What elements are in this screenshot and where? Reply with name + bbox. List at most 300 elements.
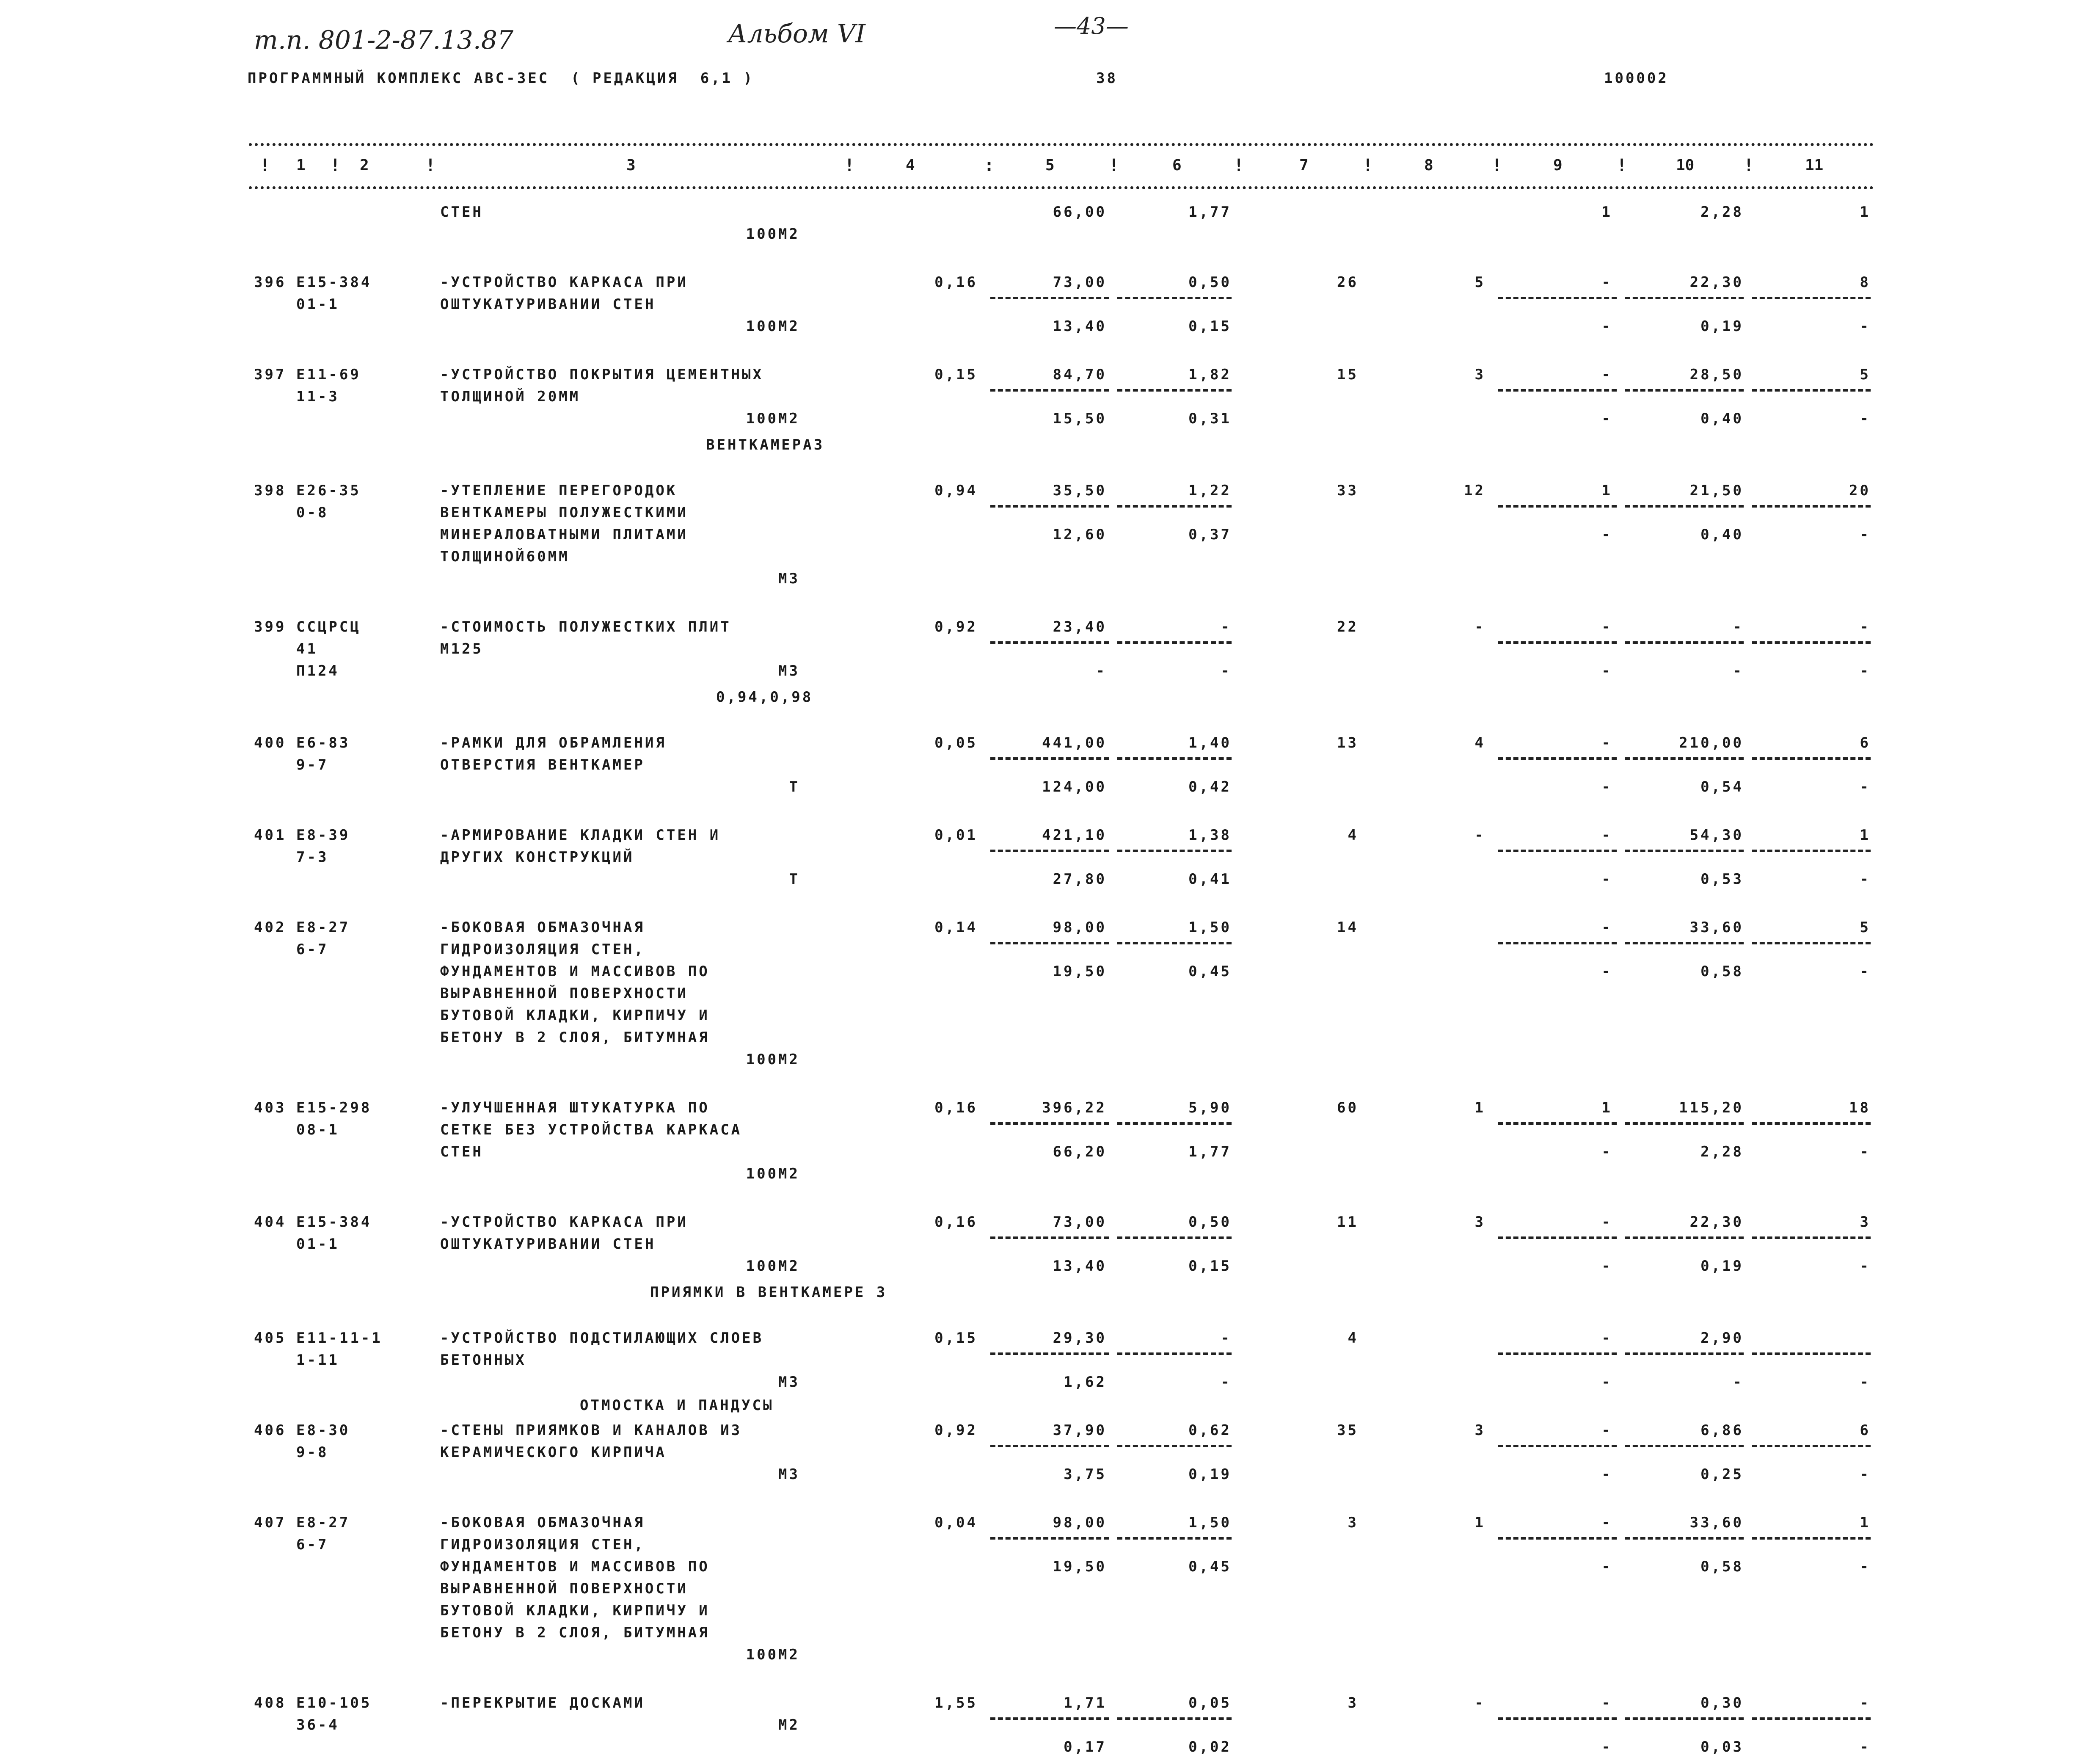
cell-c11: 1 xyxy=(1860,1514,1871,1531)
dash-separator xyxy=(990,389,1109,392)
column-separator: ! xyxy=(330,156,341,175)
cell-c7: 22 xyxy=(1337,618,1359,635)
cell-c5: 13,40 xyxy=(1053,1258,1107,1275)
dash-separator xyxy=(990,297,1109,299)
cell-c9: - xyxy=(1601,618,1612,635)
cell-c10: 0,40 xyxy=(1700,410,1744,427)
cell-c11: - xyxy=(1860,1258,1871,1275)
dash-separator xyxy=(1117,1122,1232,1125)
section-row xyxy=(0,201,2100,243)
dash-separator xyxy=(990,1122,1109,1125)
cell-code: Е8-27 xyxy=(296,919,350,936)
unit-label: М3 xyxy=(778,570,800,587)
dash-separator xyxy=(1625,1352,1744,1355)
cell-c9: 1 xyxy=(1601,204,1612,221)
dash-separator xyxy=(1752,505,1871,508)
cell-desc: ТОЛЩИНОЙ60ММ xyxy=(440,548,570,565)
cell-no: 406 xyxy=(254,1422,287,1439)
dash-separator xyxy=(1752,1122,1871,1125)
cell-desc: -БОКОВАЯ ОБМАЗОЧНАЯ xyxy=(440,919,645,936)
cell-code: Е15-298 xyxy=(296,1099,372,1116)
table-row xyxy=(0,458,2100,587)
cell-desc: БЕТОННЫХ xyxy=(440,1352,526,1369)
cell-code: 08-1 xyxy=(296,1121,339,1138)
cell-c8: 3 xyxy=(1474,366,1485,383)
cell-c10: 33,60 xyxy=(1689,919,1744,936)
table-row xyxy=(0,249,2100,335)
column-separator: ! xyxy=(1744,156,1754,175)
cell-code: Е26-35 xyxy=(296,482,361,499)
table-row xyxy=(0,894,2100,1068)
cell-code: Е8-30 xyxy=(296,1422,350,1439)
column-separator: ! xyxy=(1492,156,1502,175)
column-separator: : xyxy=(984,156,995,175)
unit-label: М3 xyxy=(778,1374,800,1391)
cell-c7: 4 xyxy=(1348,1330,1359,1347)
document-code-right: 100002 xyxy=(1604,70,1669,87)
cell-desc: -УСТРОЙСТВО ПОКРЫТИЯ ЦЕМЕНТНЫХ xyxy=(440,366,764,383)
dash-separator xyxy=(990,505,1109,508)
cell-c11: - xyxy=(1860,963,1871,980)
cell-c6: 1,40 xyxy=(1188,734,1232,751)
dash-separator xyxy=(990,1236,1109,1239)
cell-code: Е15-384 xyxy=(296,274,372,291)
dash-separator xyxy=(1752,1445,1871,1447)
dash-separator xyxy=(1625,757,1744,760)
cell-c5: 98,00 xyxy=(1053,1514,1107,1531)
column-header-2: 2 xyxy=(360,157,369,174)
dash-separator xyxy=(1498,757,1617,760)
cell-desc: ГИДРОИЗОЛЯЦИЯ СТЕН, xyxy=(440,1536,645,1553)
cell-desc: МИНЕРАЛОВАТНЫМИ ПЛИТАМИ xyxy=(440,526,688,543)
cell-c6: 0,31 xyxy=(1188,410,1232,427)
cell-c4: 0,94 xyxy=(934,482,978,499)
cell-c6: 0,62 xyxy=(1188,1422,1232,1439)
cell-c11: 18 xyxy=(1849,1099,1871,1116)
cell-desc: ВЫРАВНЕННОЙ ПОВЕРХНОСТИ xyxy=(440,1580,688,1597)
dash-separator xyxy=(1625,942,1744,944)
cell-c5: 29,30 xyxy=(1053,1330,1107,1347)
cell-desc: ОТВЕРСТИЯ ВЕНТКАМЕР xyxy=(440,756,645,773)
cell-c6: - xyxy=(1221,662,1232,679)
table-top-rule xyxy=(249,143,1874,146)
cell-c6: 0,15 xyxy=(1188,1258,1232,1275)
cell-c10: 33,60 xyxy=(1689,1514,1744,1531)
dash-separator xyxy=(1117,850,1232,852)
cell-c6: 0,02 xyxy=(1188,1739,1232,1755)
cell-c10: 28,50 xyxy=(1689,366,1744,383)
dash-separator xyxy=(990,1445,1109,1447)
cell-code: 6-7 xyxy=(296,941,329,958)
cell-c9: - xyxy=(1601,1330,1612,1347)
dash-separator xyxy=(1498,641,1617,644)
cell-code: 0-8 xyxy=(296,504,329,521)
unit-label: 100М2 xyxy=(746,226,800,243)
section-row xyxy=(0,434,2100,453)
cell-c10: 2,28 xyxy=(1700,204,1744,221)
cell-no: 401 xyxy=(254,827,287,844)
cell-desc: ФУНДАМЕНТОВ И МАССИВОВ ПО xyxy=(440,1558,710,1575)
cell-c8: 12 xyxy=(1464,482,1485,499)
dash-separator xyxy=(990,1717,1109,1720)
section-heading: ВЕНТКАМЕРА3 xyxy=(706,436,825,453)
unit-label: 100М2 xyxy=(746,410,800,427)
cell-code: 7-3 xyxy=(296,849,329,866)
cell-c8: 3 xyxy=(1474,1422,1485,1439)
cell-c6: 1,77 xyxy=(1188,1143,1232,1160)
column-header-8: 8 xyxy=(1424,157,1433,174)
cell-code: Е8-27 xyxy=(296,1514,350,1531)
program-line: ПРОГРАММНЫЙ КОМПЛЕКС АВС-3ЕС ( РЕДАКЦИЯ 6,1 ) xyxy=(248,70,755,87)
table-row xyxy=(0,1189,2100,1275)
cell-c8: 5 xyxy=(1474,274,1485,291)
dash-separator xyxy=(1625,1236,1744,1239)
cell-no: 404 xyxy=(254,1214,287,1231)
dash-separator xyxy=(1752,1236,1871,1239)
cell-no: 403 xyxy=(254,1099,287,1116)
cell-code: 01-1 xyxy=(296,1236,339,1253)
cell-c4: 0,92 xyxy=(934,618,978,635)
dash-separator xyxy=(1498,942,1617,944)
cell-c5: 1,62 xyxy=(1064,1374,1107,1391)
cell-c10: - xyxy=(1733,1374,1744,1391)
cell-c5: 441,00 xyxy=(1042,734,1107,751)
cell-no: 397 xyxy=(254,366,287,383)
cell-desc: ОШТУКАТУРИВАНИИ СТЕН xyxy=(440,1236,656,1253)
cell-c4: 0,15 xyxy=(934,366,978,383)
dash-separator xyxy=(1625,1122,1744,1125)
cell-code: ССЦРСЦ xyxy=(296,618,361,635)
cell-c9: - xyxy=(1601,1695,1612,1711)
column-separator: ! xyxy=(260,156,270,175)
cell-desc: -РАМКИ ДЛЯ ОБРАМЛЕНИЯ xyxy=(440,734,667,751)
cell-c6: - xyxy=(1221,1330,1232,1347)
cell-c9: - xyxy=(1601,1143,1612,1160)
unit-label: М3 xyxy=(778,662,800,679)
cell-c7: 11 xyxy=(1337,1214,1359,1231)
dash-separator xyxy=(990,942,1109,944)
cell-c5: 15,50 xyxy=(1053,410,1107,427)
cell-c6: 1,82 xyxy=(1188,366,1232,383)
cell-desc: М125 xyxy=(440,640,483,657)
cell-c10: 115,20 xyxy=(1679,1099,1744,1116)
cell-c6: - xyxy=(1221,1374,1232,1391)
column-header-1: 1 xyxy=(296,157,306,174)
table-row xyxy=(0,802,2100,888)
cell-c5: 66,00 xyxy=(1053,204,1107,221)
dash-separator xyxy=(990,1537,1109,1540)
cell-code: Е15-384 xyxy=(296,1214,372,1231)
cell-c6: 0,05 xyxy=(1188,1695,1232,1711)
cell-c9: - xyxy=(1601,871,1612,888)
cell-c4: 0,16 xyxy=(934,1099,978,1116)
dash-separator xyxy=(1498,1122,1617,1125)
column-header-3: 3 xyxy=(626,157,636,174)
cell-no: 400 xyxy=(254,734,287,751)
table-row xyxy=(0,710,2100,795)
column-separator: ! xyxy=(1363,156,1373,175)
cell-c9: - xyxy=(1601,1558,1612,1575)
column-header-4: 4 xyxy=(906,157,915,174)
cell-c7: 3 xyxy=(1348,1514,1359,1531)
column-separator: ! xyxy=(1109,156,1119,175)
cell-c5: 37,90 xyxy=(1053,1422,1107,1439)
cell-c8: 1 xyxy=(1474,1514,1485,1531)
cell-c10: 0,54 xyxy=(1700,778,1744,795)
cell-no: 399 xyxy=(254,618,287,635)
cell-desc: БЕТОНУ В 2 СЛОЯ, БИТУМНАЯ xyxy=(440,1624,710,1641)
cell-desc: -УСТРОЙСТВО ПОДСТИЛАЮЩИХ СЛОЕВ xyxy=(440,1330,764,1347)
cell-desc: ОШТУКАТУРИВАНИИ СТЕН xyxy=(440,296,656,313)
cell-c5: 66,20 xyxy=(1053,1143,1107,1160)
dash-separator xyxy=(1498,1236,1617,1239)
dash-separator xyxy=(1625,1445,1744,1447)
unit-label: Т xyxy=(789,778,800,795)
cell-c7: 15 xyxy=(1337,366,1359,383)
cell-c5: 84,70 xyxy=(1053,366,1107,383)
cell-c9: - xyxy=(1601,734,1612,751)
cell-c6: 0,50 xyxy=(1188,274,1232,291)
cell-c11: - xyxy=(1860,1466,1871,1483)
column-separator: ! xyxy=(425,156,436,175)
cell-c6: 0,37 xyxy=(1188,526,1232,543)
dash-separator xyxy=(1498,1717,1617,1720)
cell-c11: 5 xyxy=(1860,366,1871,383)
dash-separator xyxy=(1117,757,1232,760)
cell-c5: 0,17 xyxy=(1064,1739,1107,1755)
dash-separator xyxy=(1117,1236,1232,1239)
cell-c4: 0,16 xyxy=(934,274,978,291)
unit-label: 100М2 xyxy=(746,1051,800,1068)
table-row xyxy=(0,1305,2100,1391)
cell-c4: 0,01 xyxy=(934,827,978,844)
cell-code: 01-1 xyxy=(296,296,339,313)
cell-no: 396 xyxy=(254,274,287,291)
cell-c6: 0,15 xyxy=(1188,318,1232,335)
section-heading: ПРИЯМКИ В ВЕНТКАМЕРЕ 3 xyxy=(650,1284,887,1301)
cell-c8: 3 xyxy=(1474,1214,1485,1231)
table-row xyxy=(0,1075,2100,1182)
cell-c10: 6,86 xyxy=(1700,1422,1744,1439)
cell-c5: 73,00 xyxy=(1053,1214,1107,1231)
dash-separator xyxy=(1752,1537,1871,1540)
cell-c11: 1 xyxy=(1860,827,1871,844)
dash-separator xyxy=(1625,641,1744,644)
dash-separator xyxy=(1752,942,1871,944)
cell-code: 1-11 xyxy=(296,1352,339,1369)
cell-c4: 0,15 xyxy=(934,1330,978,1347)
cell-c9: - xyxy=(1601,366,1612,383)
cell-code: 9-7 xyxy=(296,756,329,773)
cell-c8: 1 xyxy=(1474,1099,1485,1116)
cell-c9: - xyxy=(1601,410,1612,427)
cell-c9: - xyxy=(1601,963,1612,980)
dash-separator xyxy=(1498,505,1617,508)
cell-c11: 1 xyxy=(1860,204,1871,221)
section-heading: ОТМОСТКА И ПАНДУСЫ xyxy=(580,1397,774,1414)
cell-c10: 210,00 xyxy=(1679,734,1744,751)
cell-c10: 22,30 xyxy=(1689,274,1744,291)
cell-c7: 26 xyxy=(1337,274,1359,291)
cell-c11: - xyxy=(1860,410,1871,427)
dash-separator xyxy=(1117,1352,1232,1355)
cell-c6: 1,77 xyxy=(1188,204,1232,221)
cell-c5: 124,00 xyxy=(1042,778,1107,795)
cell-desc: -УТЕПЛЕНИЕ ПЕРЕГОРОДОК xyxy=(440,482,678,499)
dash-separator xyxy=(1625,850,1744,852)
column-separator: ! xyxy=(1617,156,1627,175)
cell-c10: 0,19 xyxy=(1700,1258,1744,1275)
cell-c6: 0,50 xyxy=(1188,1214,1232,1231)
cell-c9: - xyxy=(1601,1514,1612,1531)
dash-separator xyxy=(1498,297,1617,299)
cell-c9: 1 xyxy=(1601,1099,1612,1116)
page-mark: —43— xyxy=(1054,13,1129,39)
dash-separator xyxy=(1117,297,1232,299)
cell-c11: 20 xyxy=(1849,482,1871,499)
dash-separator xyxy=(1498,1537,1617,1540)
cell-desc: ВЕНТКАМЕРЫ ПОЛУЖЕСТКИМИ xyxy=(440,504,688,521)
cell-c11: - xyxy=(1860,662,1871,679)
dash-separator xyxy=(990,850,1109,852)
cell-c4: 0,92 xyxy=(934,1422,978,1439)
dash-separator xyxy=(990,1352,1109,1355)
cell-c6: 5,90 xyxy=(1188,1099,1232,1116)
cell-c11: 8 xyxy=(1860,274,1871,291)
cell-c5: 19,50 xyxy=(1053,963,1107,980)
cell-code: Е11-69 xyxy=(296,366,361,383)
dash-separator xyxy=(1498,389,1617,392)
unit-label: 100М2 xyxy=(746,1646,800,1663)
dash-separator xyxy=(1117,1537,1232,1540)
cell-c5: - xyxy=(1096,662,1107,679)
cell-c5: 23,40 xyxy=(1053,618,1107,635)
table-row xyxy=(0,342,2100,427)
cell-c7: 3 xyxy=(1348,1695,1359,1711)
cell-c10: 2,90 xyxy=(1700,1330,1744,1347)
cell-c10: 2,28 xyxy=(1700,1143,1744,1160)
cell-desc: -БОКОВАЯ ОБМАЗОЧНАЯ xyxy=(440,1514,645,1531)
dash-separator xyxy=(1498,850,1617,852)
cell-c9: - xyxy=(1601,778,1612,795)
unit-label: 100М2 xyxy=(746,1258,800,1275)
cell-c9: - xyxy=(1601,274,1612,291)
cell-c11: - xyxy=(1860,1558,1871,1575)
dash-separator xyxy=(1498,1352,1617,1355)
dash-separator xyxy=(1752,850,1871,852)
cell-code: Е10-105 xyxy=(296,1695,372,1711)
cell-c11: - xyxy=(1860,618,1871,635)
cell-code: Е11-11-1 xyxy=(296,1330,383,1347)
cell-c4: 0,04 xyxy=(934,1514,978,1531)
cell-no: 408 xyxy=(254,1695,287,1711)
cell-desc: ФУНДАМЕНТОВ И МАССИВОВ ПО xyxy=(440,963,710,980)
cell-c9: - xyxy=(1601,827,1612,844)
cell-code: 11-3 xyxy=(296,388,339,405)
cell-c10: - xyxy=(1733,618,1744,635)
dash-separator xyxy=(1117,1717,1232,1720)
cell-c10: 54,30 xyxy=(1689,827,1744,844)
cell-c5: 3,75 xyxy=(1064,1466,1107,1483)
cell-c11: - xyxy=(1860,318,1871,335)
cell-c9: - xyxy=(1601,1422,1612,1439)
cell-c8: - xyxy=(1474,618,1485,635)
dash-separator xyxy=(1752,757,1871,760)
column-separator: ! xyxy=(844,156,855,175)
cell-desc: СТЕН xyxy=(440,1143,483,1160)
cell-c11: - xyxy=(1860,778,1871,795)
dash-separator xyxy=(1625,1717,1744,1720)
cell-desc: БЕТОНУ В 2 СЛОЯ, БИТУМНАЯ xyxy=(440,1029,710,1046)
cell-c6: 1,50 xyxy=(1188,1514,1232,1531)
album-label: Альбом VI xyxy=(728,19,865,49)
cell-c6: 0,45 xyxy=(1188,1558,1232,1575)
cell-c9: 1 xyxy=(1601,482,1612,499)
cell-c9: - xyxy=(1601,919,1612,936)
cell-c7: 13 xyxy=(1337,734,1359,751)
cell-c6: 0,41 xyxy=(1188,871,1232,888)
cell-c9: - xyxy=(1601,318,1612,335)
cell-desc: КЕРАМИЧЕСКОГО КИРПИЧА xyxy=(440,1444,667,1461)
table-row xyxy=(0,1670,2100,1755)
dash-separator xyxy=(1752,1352,1871,1355)
unit-label: М3 xyxy=(778,1466,800,1483)
table-row xyxy=(0,1490,2100,1663)
cell-c4: 0,16 xyxy=(934,1214,978,1231)
cell-code: Е6-83 xyxy=(296,734,350,751)
cell-c5: 73,00 xyxy=(1053,274,1107,291)
cell-desc: БУТОВОЙ КЛАДКИ, КИРПИЧУ И xyxy=(440,1007,710,1024)
dash-separator xyxy=(1625,505,1744,508)
cell-c11: - xyxy=(1860,871,1871,888)
cell-no: 405 xyxy=(254,1330,287,1347)
cell-code: П124 xyxy=(296,662,339,679)
dash-separator xyxy=(1117,1445,1232,1447)
cell-c10: 0,30 xyxy=(1700,1695,1744,1711)
cell-c11: 3 xyxy=(1860,1214,1871,1231)
cell-c5: 396,22 xyxy=(1042,1099,1107,1116)
unit-label: 100М2 xyxy=(746,1165,800,1182)
column-header-6: 6 xyxy=(1172,157,1182,174)
unit-label: Т xyxy=(789,871,800,888)
table-header-rule xyxy=(249,186,1874,189)
cell-c9: - xyxy=(1601,1466,1612,1483)
cell-c10: 0,25 xyxy=(1700,1466,1744,1483)
cell-code: 36-4 xyxy=(296,1717,339,1733)
dash-separator xyxy=(1117,942,1232,944)
cell-c5: 27,80 xyxy=(1053,871,1107,888)
cell-c10: 22,30 xyxy=(1689,1214,1744,1231)
cell-c11: - xyxy=(1860,1143,1871,1160)
column-header-5: 5 xyxy=(1045,157,1055,174)
cell-desc: -УЛУЧШЕННАЯ ШТУКАТУРКА ПО xyxy=(440,1099,710,1116)
dash-separator xyxy=(1117,641,1232,644)
cell-no: 398 xyxy=(254,482,287,499)
cell-c5: 421,10 xyxy=(1042,827,1107,844)
cell-c4: 0,05 xyxy=(934,734,978,751)
dash-separator xyxy=(1625,389,1744,392)
cell-desc: -ПЕРЕКРЫТИЕ ДОСКАМИ xyxy=(440,1695,645,1711)
section-heading: 0,94,0,98 xyxy=(716,689,813,706)
dash-separator xyxy=(1752,1717,1871,1720)
cell-c9: - xyxy=(1601,662,1612,679)
column-header-9: 9 xyxy=(1553,157,1563,174)
cell-c7: 35 xyxy=(1337,1422,1359,1439)
cell-c7: 60 xyxy=(1337,1099,1359,1116)
cell-c5: 1,71 xyxy=(1064,1695,1107,1711)
cell-c5: 12,60 xyxy=(1053,526,1107,543)
cell-c11: - xyxy=(1860,1374,1871,1391)
